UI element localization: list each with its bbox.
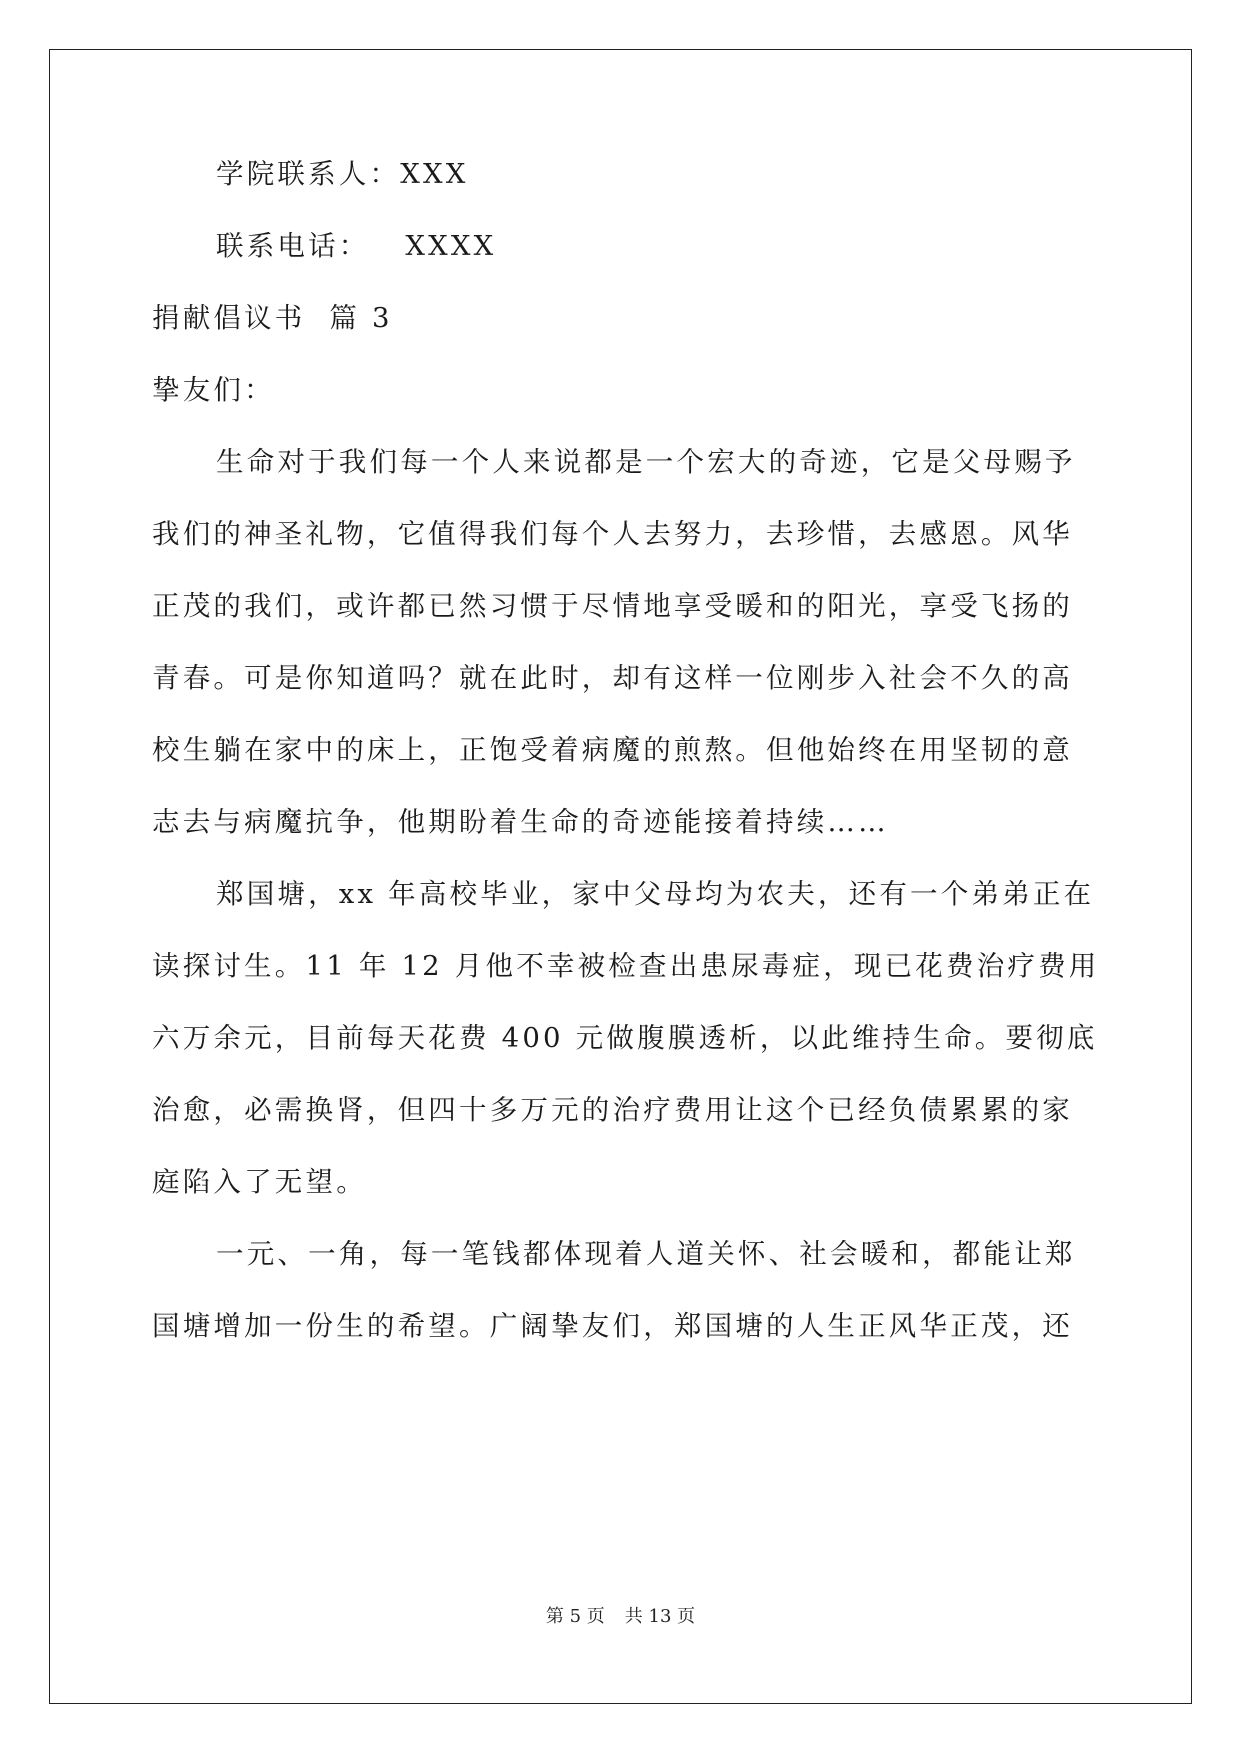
- paragraph-3-line-2: 国塘增加一份生的希望。广阔挚友们，郑国塘的人生正风华正茂，还: [152, 1310, 1073, 1342]
- paragraph-2-line-2: 读探讨生。11 年 12 月他不幸被检查出患尿毒症，现已花费治疗费用: [152, 950, 1100, 982]
- paragraph-1-line-5: 校生躺在家中的床上，正饱受着病魔的煎熬。但他始终在用坚韧的意: [152, 734, 1073, 766]
- paragraph-1-line-2: 我们的神圣礼物，它值得我们每个人去努力，去珍惜，去感恩。风华: [152, 518, 1073, 550]
- paragraph-2-line-4: 治愈，必需换肾，但四十多万元的治疗费用让这个已经负债累累的家: [152, 1094, 1073, 1126]
- page-total: 共 13 页: [624, 1606, 696, 1627]
- paragraph-2-line-5: 庭陷入了无望。: [152, 1166, 367, 1198]
- page-footer: [0, 1605, 1241, 1629]
- paragraph-2-line-1: 郑国塘，xx 年高校毕业，家中父母均为农夫，还有一个弟弟正在: [216, 878, 1095, 910]
- paragraph-3-line-1: 一元、一角，每一笔钱都体现着人道关怀、社会暖和，都能让郑: [216, 1238, 1076, 1270]
- section-heading: 捐献倡议书 篇 3: [152, 302, 393, 334]
- paragraph-1-line-4: 青春。可是你知道吗？就在此时，却有这样一位刚步入社会不久的高: [152, 662, 1073, 694]
- contact-phone-line: 联系电话： XXXX: [216, 230, 497, 262]
- paragraph-2-line-3: 六万余元，目前每天花费 400 元做腹膜透析，以此维持生命。要彻底: [152, 1022, 1098, 1054]
- paragraph-1-line-1: 生命对于我们每一个人来说都是一个宏大的奇迹，它是父母赐予: [216, 446, 1076, 478]
- paragraph-1-line-6: 志去与病魔抗争，他期盼着生命的奇迹能接着持续……: [152, 806, 889, 838]
- salutation: 挚友们：: [152, 374, 275, 406]
- contact-person-line: 学院联系人：XXX: [216, 158, 469, 190]
- paragraph-1-line-3: 正茂的我们，或许都已然习惯于尽情地享受暖和的阳光，享受飞扬的: [152, 590, 1073, 622]
- page-number: 第 5 页: [545, 1606, 605, 1627]
